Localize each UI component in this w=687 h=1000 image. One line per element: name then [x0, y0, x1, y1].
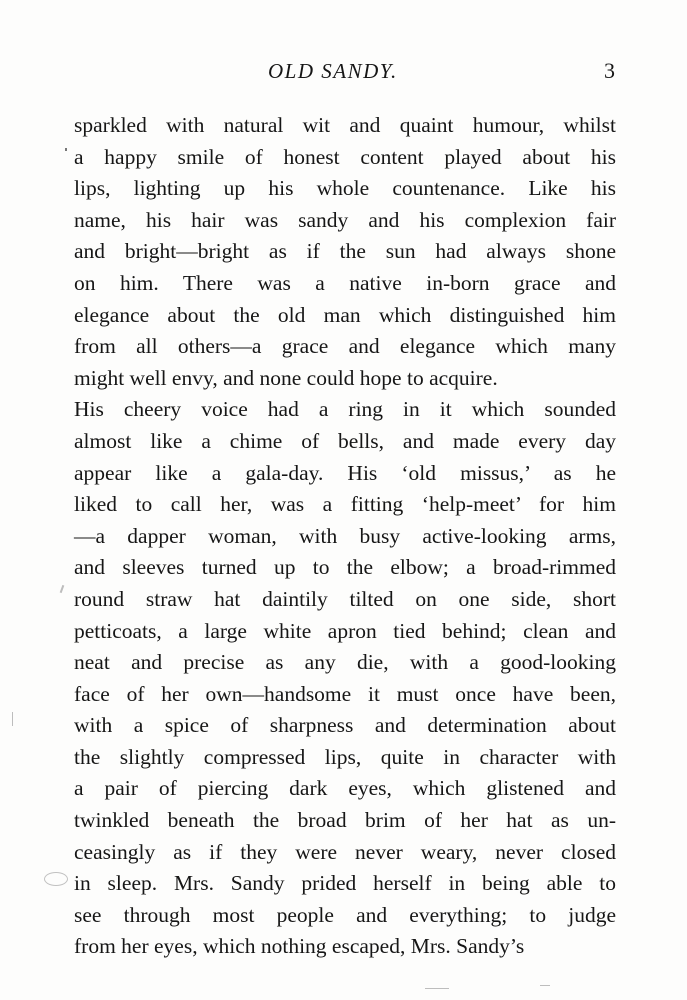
text-line: see through most people and everything; to judge	[74, 902, 616, 927]
scan-speck	[425, 988, 449, 989]
text-line: almost like a chime of bells, and made every day	[74, 428, 616, 453]
running-header	[0, 58, 687, 88]
scan-speck	[12, 712, 13, 726]
scan-speck	[60, 585, 65, 593]
text-line: lips, lighting up his whole countenance. Like his	[74, 176, 616, 201]
text-line: name, his hair was sandy and his complexion fair	[74, 207, 616, 232]
text-line: with a spice of sharpness and determination about	[74, 713, 616, 738]
text-line: in sleep. Mrs. Sandy prided herself in being able to	[74, 871, 616, 896]
text-line: from her eyes, which nothing escaped, Mrs. Sandy’s	[74, 934, 525, 959]
text-line: appear like a gala-day. His ‘old missus,’ as he	[74, 460, 616, 485]
scan-speck	[65, 148, 67, 151]
text-line: a happy smile of honest content played about his	[74, 144, 616, 169]
text-line: face of her own—handsome it must once have been,	[74, 681, 616, 706]
text-line: and sleeves turned up to the elbow; a broad-rimmed	[74, 555, 616, 580]
scan-speck	[540, 985, 550, 986]
page-number: 3	[604, 58, 615, 83]
body-text	[74, 110, 616, 963]
text-line: sparkled with natural wit and quaint humour, whilst	[74, 113, 616, 137]
text-line: and bright—bright as if the sun had always shone	[74, 239, 616, 264]
text-line: on him. There was a native in-born grace and	[74, 270, 616, 295]
text-line: from all others—a grace and elegance which many	[74, 334, 616, 359]
text-line: might well envy, and none could hope to acquire.	[74, 365, 498, 390]
text-line: twinkled beneath the broad brim of her hat as un-	[74, 808, 616, 833]
running-title: OLD SANDY.	[268, 59, 398, 83]
text-line: —a dapper woman, with busy active-looking arms,	[74, 523, 616, 548]
text-line: elegance about the old man which distinguished him	[74, 302, 616, 327]
text-line: the slightly compressed lips, quite in character with	[74, 744, 616, 769]
text-line: His cheery voice had a ring in it which sounded	[74, 397, 616, 422]
text-line: a pair of piercing dark eyes, which glistened and	[74, 776, 616, 801]
text-line: petticoats, a large white apron tied behind; clean and	[74, 618, 616, 643]
text-line: liked to call her, was a fitting ‘help-meet’ for him	[74, 492, 616, 517]
text-line: neat and precise as any die, with a good-looking	[74, 650, 616, 675]
ink-stain	[44, 872, 68, 886]
text-line: round straw hat daintily tilted on one side, short	[74, 586, 616, 611]
text-line: ceasingly as if they were never weary, never closed	[74, 839, 616, 864]
